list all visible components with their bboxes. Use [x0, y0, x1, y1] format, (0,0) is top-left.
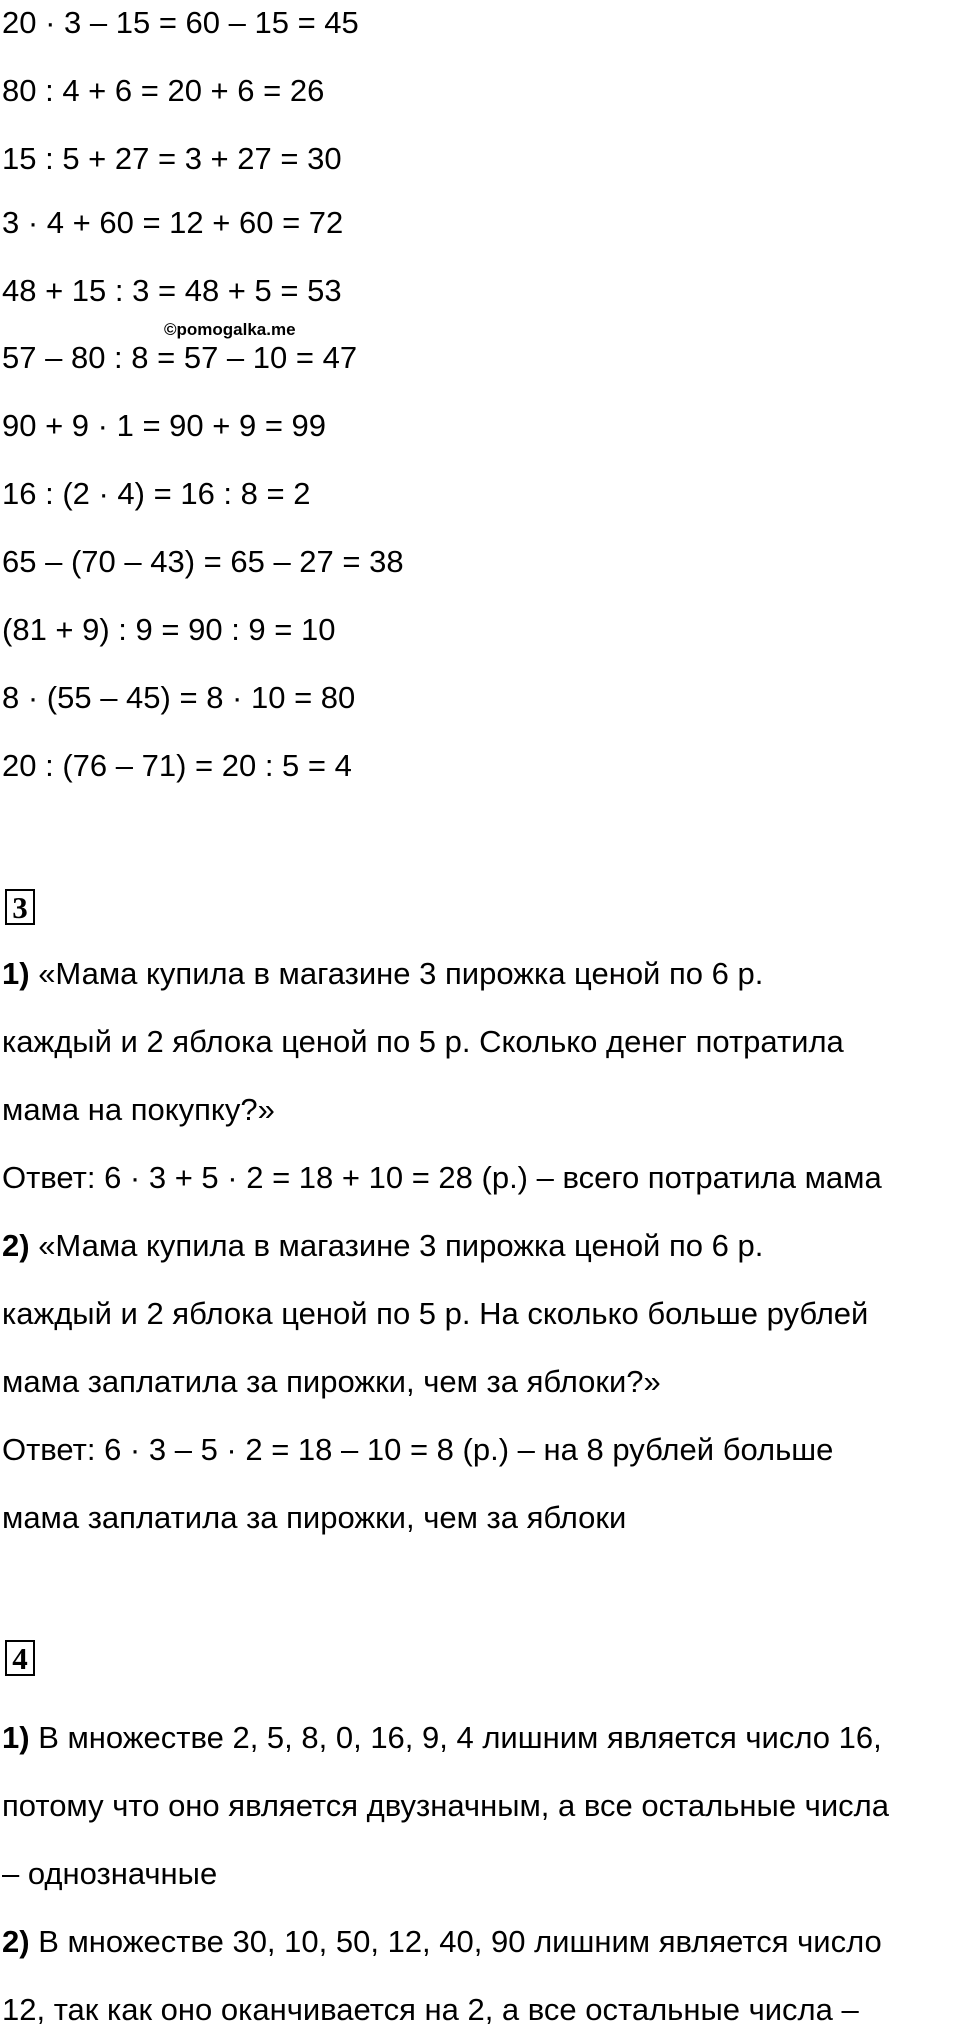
equation-line: 16 : (2 · 4) = 16 : 8 = 2 — [2, 476, 311, 511]
task-4-line: – однозначные — [2, 1856, 218, 1891]
part-label: 2) — [2, 1924, 30, 1959]
equation-line: 20 · 3 – 15 = 60 – 15 = 45 — [2, 5, 359, 40]
task-3-line: мама на покупку?» — [2, 1092, 275, 1127]
part-label: 1) — [2, 1720, 30, 1755]
task-4-line: потому что оно является двузначным, а все остальные числа — [2, 1788, 889, 1823]
part-label: 2) — [2, 1228, 30, 1263]
task-3-line: каждый и 2 яблока ценой по 5 р. На сколько больше рублей — [2, 1296, 869, 1331]
equation-line: 90 + 9 · 1 = 90 + 9 = 99 — [2, 408, 327, 443]
text-span: В множестве 2, 5, 8, 0, 16, 9, 4 лишним является число 16, — [29, 1720, 882, 1755]
text-span: «Мама купила в магазине 3 пирожка ценой по 6 р. — [29, 956, 764, 991]
text-span: В множестве 30, 10, 50, 12, 40, 90 лишним является число — [29, 1924, 882, 1959]
equation-line: 80 : 4 + 6 = 20 + 6 = 26 — [2, 73, 325, 108]
task-3-line: каждый и 2 яблока ценой по 5 р. Сколько денег потратила — [2, 1024, 844, 1059]
task-3-line — [2, 954, 763, 994]
task-number-box: 3 — [5, 889, 35, 925]
text-span: «Мама купила в магазине 3 пирожка ценой по 6 р. — [29, 1228, 764, 1263]
task-4-line: 12, так как оно оканчивается на 2, а все остальные числа – — [2, 1992, 859, 2027]
task-3-line — [2, 1226, 763, 1266]
equation-line: 20 : (76 – 71) = 20 : 5 = 4 — [2, 748, 352, 783]
task-3-line: мама заплатила за пирожки, чем за яблоки?» — [2, 1364, 661, 1399]
equation-line: 48 + 15 : 3 = 48 + 5 = 53 — [2, 273, 342, 308]
task-number-box: 4 — [5, 1640, 35, 1676]
equation-line: 3 · 4 + 60 = 12 + 60 = 72 — [2, 205, 344, 240]
watermark: ©pomogalka.me — [164, 320, 296, 339]
equation-line: 65 – (70 – 43) = 65 – 27 = 38 — [2, 544, 404, 579]
equation-line: 57 – 80 : 8 = 57 – 10 = 47 — [2, 340, 358, 375]
task-4-line — [2, 1718, 882, 1758]
answer-line: Ответ: 6 · 3 + 5 · 2 = 18 + 10 = 28 (р.) – всего потратила мама — [2, 1160, 882, 1195]
answer-line: Ответ: 6 · 3 – 5 · 2 = 18 – 10 = 8 (р.) – на 8 рублей больше — [2, 1432, 834, 1467]
task-4-line — [2, 1922, 882, 1962]
answer-line: мама заплатила за пирожки, чем за яблоки — [2, 1500, 627, 1535]
equation-line: 15 : 5 + 27 = 3 + 27 = 30 — [2, 141, 342, 176]
part-label: 1) — [2, 956, 30, 991]
equation-line: 8 · (55 – 45) = 8 · 10 = 80 — [2, 680, 356, 715]
equation-line: (81 + 9) : 9 = 90 : 9 = 10 — [2, 612, 336, 647]
